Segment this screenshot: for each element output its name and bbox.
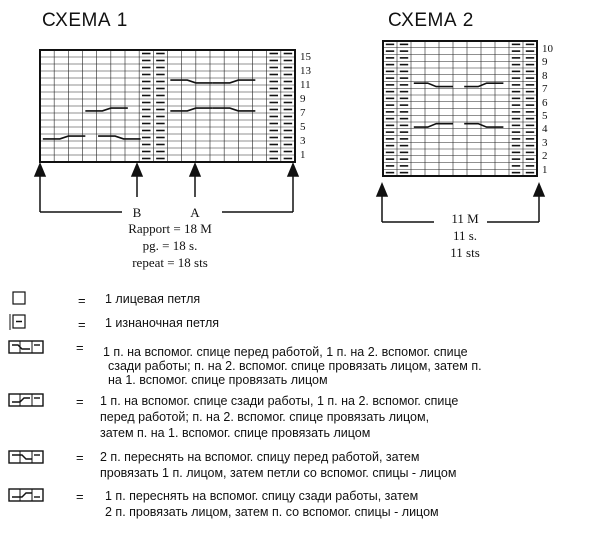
row-number: 1 (542, 163, 548, 176)
scheme2-title: СХЕМА 2 (388, 10, 474, 31)
scheme2-grid (383, 41, 543, 181)
cable-3-back-icon (8, 393, 44, 407)
legend-equals: = (76, 450, 84, 465)
legend-equals: = (76, 394, 84, 409)
knit-stitch-icon (12, 291, 26, 305)
legend-text: 2 п. провязать лицом, затем п. со вспомог. спицы - лицом (105, 505, 439, 519)
legend-equals: = (76, 340, 84, 355)
legend-text: перед работой; п. на 2. вспомог. спице провязать лицом, (100, 410, 430, 424)
legend-text: 1 лицевая петля (105, 292, 201, 306)
purl-stitch-icon (9, 314, 27, 330)
row-number: 15 (300, 51, 311, 63)
scheme2-caption-line: 11 s. (452, 228, 478, 243)
scheme2-caption (425, 210, 505, 261)
row-number: 2 (542, 150, 548, 163)
scheme1-caption-line: repeat = 18 sts (132, 255, 208, 270)
legend-text: 1 п. переснять на вспомог. спицу сзади работы, затем (105, 489, 419, 503)
scheme1-caption-line: Rapport = 18 M (128, 221, 212, 236)
legend-text: 1 п. на вспомог. спице сзади работы, 1 п. на 2. вспомог. спице (100, 394, 459, 408)
row-number: 13 (300, 65, 311, 77)
row-number: 4 (542, 123, 548, 136)
cable-3-front-icon (8, 340, 44, 354)
row-number: 5 (300, 121, 306, 133)
legend-text: 1 изнаночная петля (105, 316, 220, 330)
legend-text: провязать 1 п. лицом, затем петли со вспомог. спицы - лицом (100, 466, 457, 480)
scheme1-title: СХЕМА 1 (42, 10, 128, 31)
scheme1-caption (100, 220, 240, 271)
row-number: 7 (542, 83, 548, 96)
legend-equals: = (76, 489, 84, 504)
row-number: 5 (542, 110, 548, 122)
row-number: 7 (300, 107, 306, 119)
scheme1-caption-line: pg. = 18 s. (142, 238, 198, 253)
row-number: 3 (300, 135, 306, 147)
cable-2-1-front-icon (8, 450, 44, 464)
marker-b: B (132, 205, 142, 220)
marker-a: A (190, 205, 200, 220)
scheme2-caption-line: 11 M (451, 211, 479, 226)
row-number: 11 (300, 79, 311, 91)
row-number: 3 (542, 136, 548, 149)
legend-text: затем п. на 1. вспомог. спице провязать лицом (100, 426, 371, 440)
scheme2-caption-line: 11 sts (450, 245, 480, 260)
legend-text: на 1. вспомог. спице провязать лицом (108, 373, 328, 387)
legend-text: 1 п. на вспомог. спице перед работой, 1 п. на 2. вспомог. спице (103, 345, 468, 359)
row-number: 9 (542, 56, 548, 69)
row-number: 6 (542, 96, 548, 109)
legend-text: 2 п. переснять на вспомог. спицу перед работой, затем (100, 450, 420, 464)
legend-text: сзади работы; п. на 2. вспомог. спице провязать лицом, затем п. (108, 359, 482, 373)
legend-equals: = (78, 317, 86, 332)
scheme1-grid (40, 50, 300, 162)
row-number: 1 (300, 149, 306, 161)
row-number: 10 (542, 43, 553, 55)
legend-equals: = (78, 293, 86, 308)
cable-1-2-back-icon (8, 488, 44, 502)
row-number: 8 (542, 69, 548, 82)
row-number: 9 (300, 93, 306, 105)
scheme1-arrows (30, 162, 310, 222)
